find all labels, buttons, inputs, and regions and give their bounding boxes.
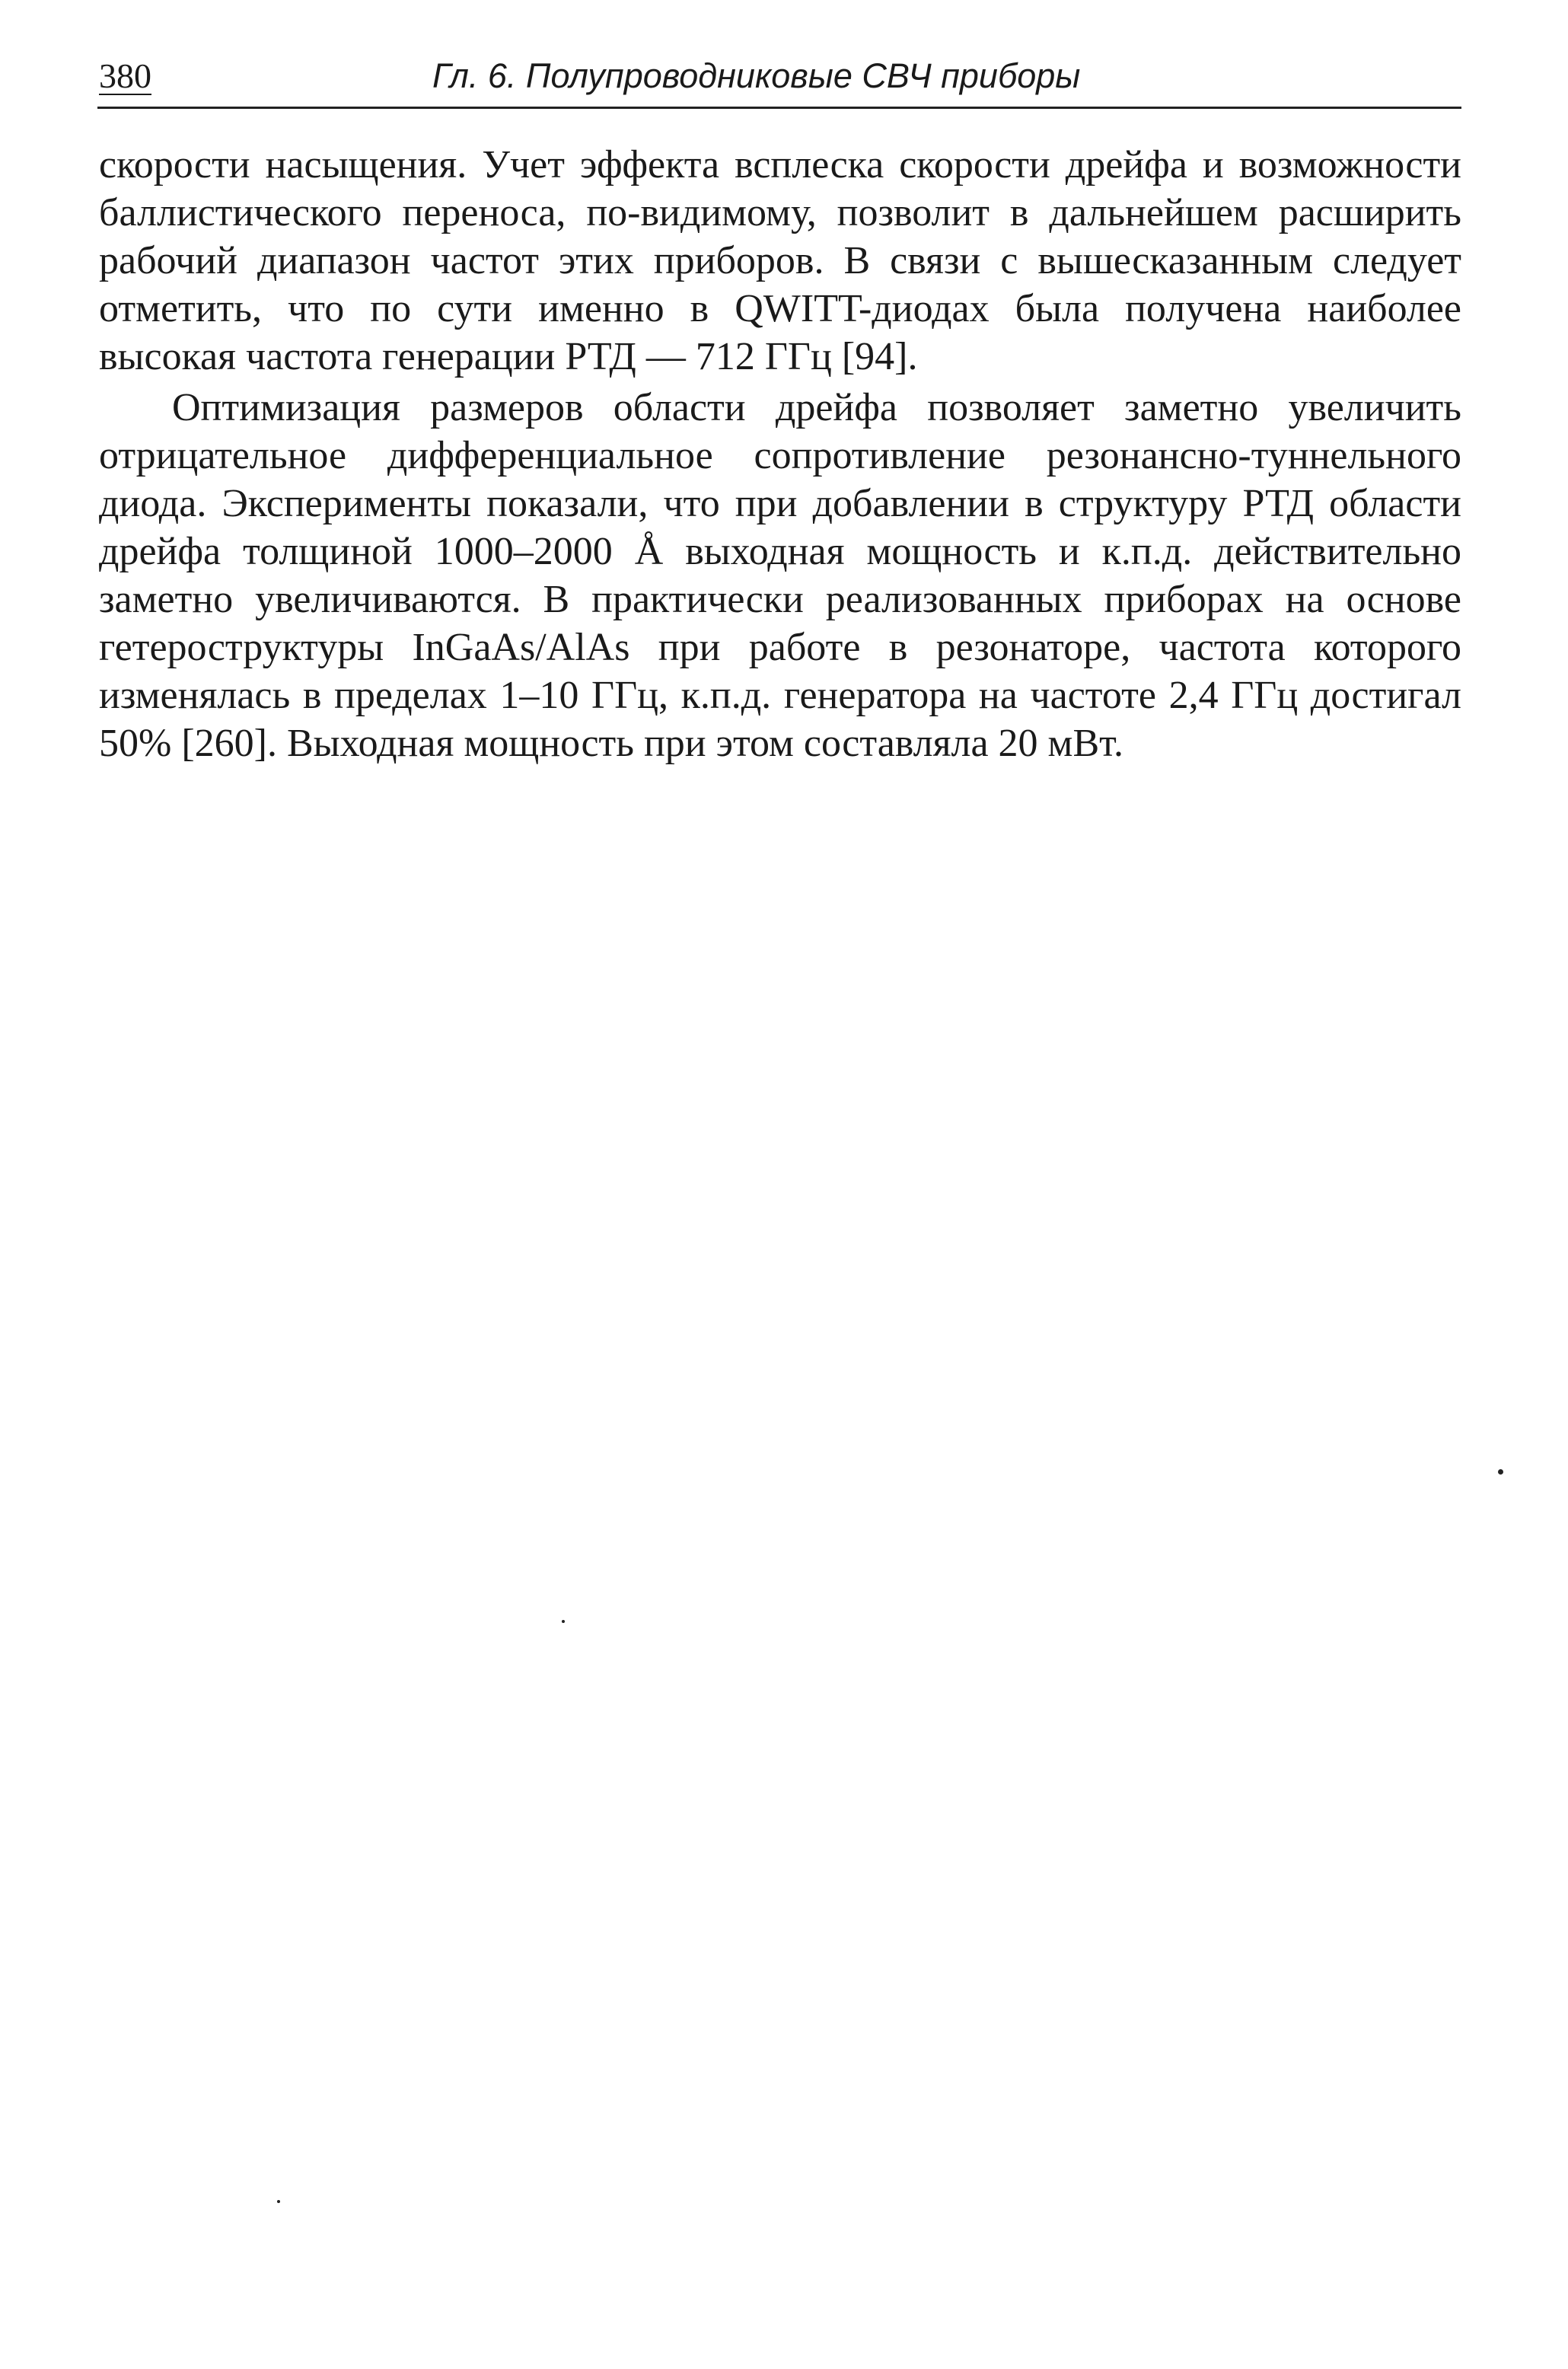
chapter-title: Гл. 6. Полупроводниковые СВЧ приборы — [432, 56, 1081, 95]
body-text — [99, 141, 1461, 767]
scan-speck — [277, 2200, 280, 2203]
running-head — [97, 47, 1461, 109]
paragraph-continuation: скорости насыщения. Учет эффекта всплеска скорости дрейфа и возможности баллистического переноса, по-видимому, позволит в дальнейшем расширить рабочий диапазон частот этих приборов. В связи с вышесказанным следует отметить, что по сути именно в QWITT-диодах была получена наиболее высокая частота генерации РТД — 712 ГГц [94]. — [99, 143, 1461, 378]
paragraph-drift-region: Оптимизация размеров области дрейфа позволяет заметно увеличить отрицательное дифференциальное сопротивление резонансно-туннельного диода. Эксперименты показали, что при добавлении в структуру РТД области дрейфа толщиной 1000–2000 Å выходная мощность и к.п.д. действительно заметно увеличиваются. В практически реализованных приборах на основе гетероструктуры InGaAs/AlAs при работе в резонаторе, частота которого изменялась в пределах 1–10 ГГц, к.п.д. генератора на частоте 2,4 ГГц достигал 50% [260]. Выходная мощность при этом составляла 20 мВт. — [99, 386, 1461, 765]
page-number: 380 — [99, 56, 151, 95]
scan-speck — [562, 1620, 565, 1623]
scan-speck — [1498, 1469, 1503, 1475]
